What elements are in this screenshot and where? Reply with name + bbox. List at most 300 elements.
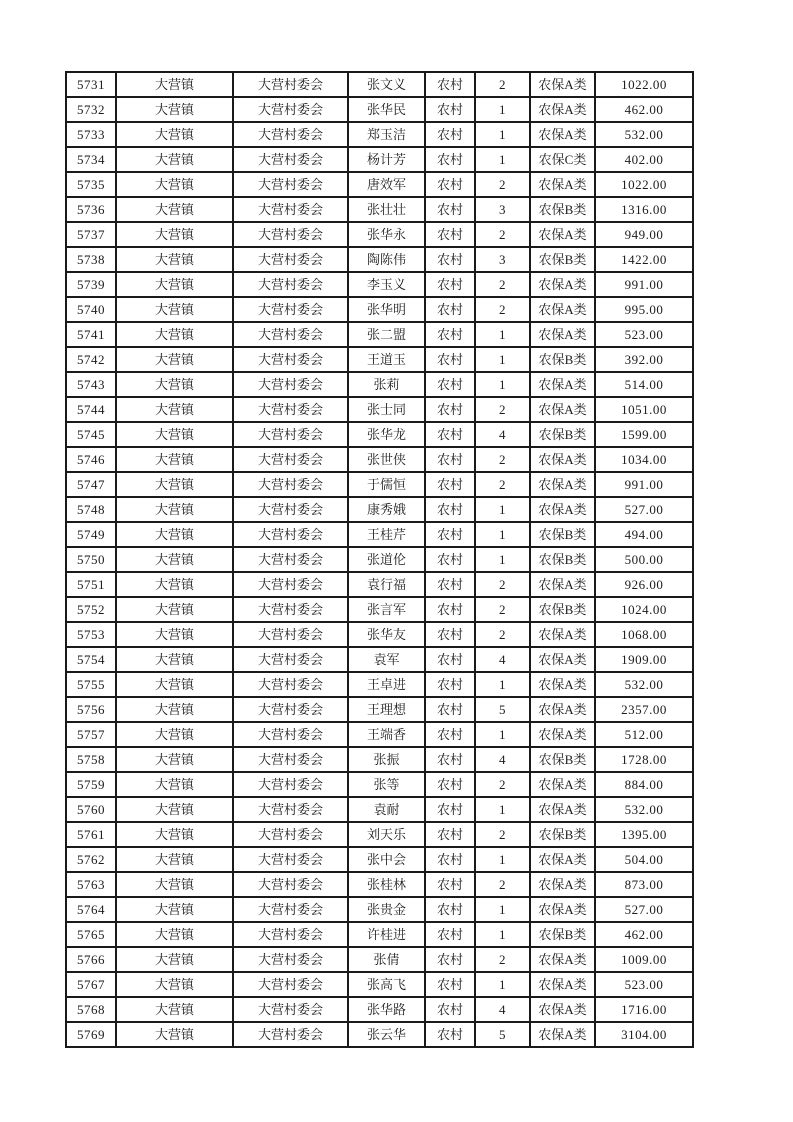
cell-insurance-type: 农保A类	[530, 947, 595, 972]
cell-amount: 995.00	[595, 297, 693, 322]
cell-person-count: 1	[475, 147, 530, 172]
cell-town: 大营镇	[116, 522, 233, 547]
table-row	[66, 397, 693, 422]
cell-amount: 1022.00	[595, 72, 693, 97]
cell-person-count: 2	[475, 622, 530, 647]
cell-person-count: 1	[475, 347, 530, 372]
cell-amount: 532.00	[595, 122, 693, 147]
table-row	[66, 947, 693, 972]
cell-category: 农村	[425, 172, 475, 197]
cell-person-count: 1	[475, 672, 530, 697]
cell-town: 大营镇	[116, 772, 233, 797]
cell-village-committee: 大营村委会	[233, 122, 348, 147]
cell-sequence-number: 5735	[66, 172, 116, 197]
cell-person-count: 2	[475, 472, 530, 497]
cell-town: 大营镇	[116, 147, 233, 172]
table-row	[66, 272, 693, 297]
cell-insurance-type: 农保A类	[530, 97, 595, 122]
cell-village-committee: 大营村委会	[233, 497, 348, 522]
table-row	[66, 547, 693, 572]
cell-amount: 527.00	[595, 497, 693, 522]
cell-person-count: 1	[475, 522, 530, 547]
cell-person-count: 2	[475, 947, 530, 972]
cell-category: 农村	[425, 247, 475, 272]
cell-category: 农村	[425, 447, 475, 472]
cell-person-name: 王桂芹	[348, 522, 425, 547]
table-row	[66, 97, 693, 122]
cell-amount: 1009.00	[595, 947, 693, 972]
cell-sequence-number: 5763	[66, 872, 116, 897]
cell-person-count: 2	[475, 72, 530, 97]
cell-insurance-type: 农保A类	[530, 697, 595, 722]
cell-insurance-type: 农保A类	[530, 897, 595, 922]
cell-insurance-type: 农保A类	[530, 1022, 595, 1047]
cell-category: 农村	[425, 222, 475, 247]
table-row	[66, 722, 693, 747]
cell-person-name: 张振	[348, 747, 425, 772]
cell-amount: 512.00	[595, 722, 693, 747]
table-row	[66, 697, 693, 722]
cell-insurance-type: 农保A类	[530, 447, 595, 472]
cell-village-committee: 大营村委会	[233, 997, 348, 1022]
table-row	[66, 897, 693, 922]
cell-insurance-type: 农保A类	[530, 472, 595, 497]
cell-insurance-type: 农保A类	[530, 672, 595, 697]
table-row	[66, 447, 693, 472]
table-row	[66, 172, 693, 197]
cell-sequence-number: 5751	[66, 572, 116, 597]
cell-village-committee: 大营村委会	[233, 822, 348, 847]
cell-category: 农村	[425, 547, 475, 572]
cell-village-committee: 大营村委会	[233, 247, 348, 272]
cell-town: 大营镇	[116, 122, 233, 147]
cell-insurance-type: 农保B类	[530, 547, 595, 572]
cell-sequence-number: 5765	[66, 922, 116, 947]
cell-category: 农村	[425, 647, 475, 672]
cell-amount: 402.00	[595, 147, 693, 172]
cell-category: 农村	[425, 297, 475, 322]
cell-category: 农村	[425, 572, 475, 597]
cell-town: 大营镇	[116, 872, 233, 897]
cell-person-name: 张道伦	[348, 547, 425, 572]
cell-person-name: 郑玉洁	[348, 122, 425, 147]
payment-records-table	[65, 71, 694, 1048]
cell-village-committee: 大营村委会	[233, 797, 348, 822]
cell-town: 大营镇	[116, 572, 233, 597]
cell-insurance-type: 农保C类	[530, 147, 595, 172]
cell-amount: 1395.00	[595, 822, 693, 847]
cell-village-committee: 大营村委会	[233, 922, 348, 947]
cell-town: 大营镇	[116, 247, 233, 272]
cell-amount: 392.00	[595, 347, 693, 372]
cell-sequence-number: 5743	[66, 372, 116, 397]
cell-amount: 2357.00	[595, 697, 693, 722]
table-row	[66, 822, 693, 847]
cell-amount: 1909.00	[595, 647, 693, 672]
cell-category: 农村	[425, 97, 475, 122]
cell-person-name: 张莉	[348, 372, 425, 397]
cell-person-count: 3	[475, 197, 530, 222]
cell-person-count: 5	[475, 1022, 530, 1047]
cell-amount: 504.00	[595, 847, 693, 872]
cell-village-committee: 大营村委会	[233, 972, 348, 997]
cell-village-committee: 大营村委会	[233, 222, 348, 247]
cell-village-committee: 大营村委会	[233, 522, 348, 547]
cell-category: 农村	[425, 747, 475, 772]
cell-category: 农村	[425, 847, 475, 872]
cell-amount: 1068.00	[595, 622, 693, 647]
cell-sequence-number: 5758	[66, 747, 116, 772]
cell-person-count: 4	[475, 747, 530, 772]
cell-insurance-type: 农保B类	[530, 422, 595, 447]
cell-sequence-number: 5744	[66, 397, 116, 422]
cell-sequence-number: 5741	[66, 322, 116, 347]
cell-town: 大营镇	[116, 222, 233, 247]
cell-person-name: 张华友	[348, 622, 425, 647]
cell-sequence-number: 5769	[66, 1022, 116, 1047]
cell-amount: 873.00	[595, 872, 693, 897]
cell-sequence-number: 5767	[66, 972, 116, 997]
table-row	[66, 972, 693, 997]
cell-person-name: 袁耐	[348, 797, 425, 822]
cell-person-count: 1	[475, 847, 530, 872]
cell-sequence-number: 5747	[66, 472, 116, 497]
cell-sequence-number: 5745	[66, 422, 116, 447]
cell-insurance-type: 农保A类	[530, 797, 595, 822]
table-row	[66, 572, 693, 597]
cell-amount: 1024.00	[595, 597, 693, 622]
table-row	[66, 122, 693, 147]
cell-insurance-type: 农保A类	[530, 972, 595, 997]
cell-amount: 532.00	[595, 797, 693, 822]
cell-village-committee: 大营村委会	[233, 147, 348, 172]
table-body	[66, 72, 693, 1047]
cell-category: 农村	[425, 397, 475, 422]
cell-town: 大营镇	[116, 1022, 233, 1047]
cell-person-name: 张言军	[348, 597, 425, 622]
cell-sequence-number: 5749	[66, 522, 116, 547]
cell-town: 大营镇	[116, 347, 233, 372]
cell-category: 农村	[425, 597, 475, 622]
cell-sequence-number: 5748	[66, 497, 116, 522]
table-row	[66, 472, 693, 497]
cell-insurance-type: 农保A类	[530, 572, 595, 597]
cell-person-count: 1	[475, 547, 530, 572]
cell-town: 大营镇	[116, 397, 233, 422]
cell-town: 大营镇	[116, 372, 233, 397]
cell-town: 大营镇	[116, 672, 233, 697]
cell-sequence-number: 5752	[66, 597, 116, 622]
cell-village-committee: 大营村委会	[233, 197, 348, 222]
cell-town: 大营镇	[116, 747, 233, 772]
cell-sequence-number: 5750	[66, 547, 116, 572]
cell-amount: 991.00	[595, 472, 693, 497]
cell-person-count: 1	[475, 972, 530, 997]
cell-category: 农村	[425, 722, 475, 747]
cell-person-count: 2	[475, 822, 530, 847]
cell-person-name: 康秀娥	[348, 497, 425, 522]
table-row	[66, 872, 693, 897]
cell-category: 农村	[425, 922, 475, 947]
cell-sequence-number: 5740	[66, 297, 116, 322]
cell-insurance-type: 农保A类	[530, 322, 595, 347]
cell-insurance-type: 农保B类	[530, 922, 595, 947]
cell-category: 农村	[425, 347, 475, 372]
cell-category: 农村	[425, 147, 475, 172]
cell-category: 农村	[425, 872, 475, 897]
cell-person-count: 1	[475, 97, 530, 122]
cell-amount: 1599.00	[595, 422, 693, 447]
cell-village-committee: 大营村委会	[233, 297, 348, 322]
table-row	[66, 497, 693, 522]
cell-sequence-number: 5746	[66, 447, 116, 472]
table-row	[66, 622, 693, 647]
cell-town: 大营镇	[116, 297, 233, 322]
cell-person-name: 张华永	[348, 222, 425, 247]
cell-insurance-type: 农保A类	[530, 997, 595, 1022]
cell-village-committee: 大营村委会	[233, 1022, 348, 1047]
cell-person-name: 张中会	[348, 847, 425, 872]
cell-village-committee: 大营村委会	[233, 597, 348, 622]
cell-village-committee: 大营村委会	[233, 447, 348, 472]
cell-person-count: 3	[475, 247, 530, 272]
cell-village-committee: 大营村委会	[233, 547, 348, 572]
cell-village-committee: 大营村委会	[233, 322, 348, 347]
cell-person-count: 1	[475, 122, 530, 147]
table-row	[66, 197, 693, 222]
cell-town: 大营镇	[116, 922, 233, 947]
cell-category: 农村	[425, 772, 475, 797]
cell-town: 大营镇	[116, 322, 233, 347]
cell-category: 农村	[425, 322, 475, 347]
cell-person-name: 王道玉	[348, 347, 425, 372]
cell-town: 大营镇	[116, 97, 233, 122]
cell-sequence-number: 5737	[66, 222, 116, 247]
cell-sequence-number: 5739	[66, 272, 116, 297]
cell-amount: 527.00	[595, 897, 693, 922]
cell-sequence-number: 5755	[66, 672, 116, 697]
table-row	[66, 422, 693, 447]
table-row	[66, 772, 693, 797]
cell-insurance-type: 农保A类	[530, 222, 595, 247]
cell-amount: 1034.00	[595, 447, 693, 472]
cell-category: 农村	[425, 697, 475, 722]
cell-insurance-type: 农保A类	[530, 297, 595, 322]
cell-person-name: 张华明	[348, 297, 425, 322]
cell-amount: 1051.00	[595, 397, 693, 422]
cell-village-committee: 大营村委会	[233, 647, 348, 672]
cell-insurance-type: 农保B类	[530, 747, 595, 772]
table-row	[66, 147, 693, 172]
cell-town: 大营镇	[116, 622, 233, 647]
cell-person-count: 2	[475, 172, 530, 197]
cell-sequence-number: 5733	[66, 122, 116, 147]
cell-person-name: 王卓进	[348, 672, 425, 697]
cell-town: 大营镇	[116, 447, 233, 472]
cell-person-name: 许桂进	[348, 922, 425, 947]
cell-person-name: 张壮壮	[348, 197, 425, 222]
cell-insurance-type: 农保A类	[530, 397, 595, 422]
table-row	[66, 922, 693, 947]
cell-person-name: 陶陈伟	[348, 247, 425, 272]
cell-category: 农村	[425, 272, 475, 297]
cell-person-name: 唐效军	[348, 172, 425, 197]
cell-amount: 1716.00	[595, 997, 693, 1022]
cell-insurance-type: 农保B类	[530, 197, 595, 222]
cell-insurance-type: 农保A类	[530, 122, 595, 147]
cell-category: 农村	[425, 372, 475, 397]
cell-village-committee: 大营村委会	[233, 722, 348, 747]
cell-person-name: 张士同	[348, 397, 425, 422]
cell-person-count: 2	[475, 222, 530, 247]
cell-sequence-number: 5731	[66, 72, 116, 97]
cell-sequence-number: 5761	[66, 822, 116, 847]
cell-category: 农村	[425, 422, 475, 447]
cell-amount: 1728.00	[595, 747, 693, 772]
cell-amount: 532.00	[595, 672, 693, 697]
cell-category: 农村	[425, 472, 475, 497]
cell-village-committee: 大营村委会	[233, 772, 348, 797]
table-row	[66, 522, 693, 547]
table-row	[66, 372, 693, 397]
cell-amount: 1022.00	[595, 172, 693, 197]
cell-category: 农村	[425, 1022, 475, 1047]
cell-sequence-number: 5756	[66, 697, 116, 722]
cell-village-committee: 大营村委会	[233, 372, 348, 397]
cell-category: 农村	[425, 822, 475, 847]
cell-insurance-type: 农保A类	[530, 872, 595, 897]
cell-person-count: 1	[475, 897, 530, 922]
cell-category: 农村	[425, 72, 475, 97]
cell-village-committee: 大营村委会	[233, 422, 348, 447]
cell-town: 大营镇	[116, 697, 233, 722]
cell-village-committee: 大营村委会	[233, 697, 348, 722]
table-row	[66, 247, 693, 272]
cell-category: 农村	[425, 622, 475, 647]
cell-category: 农村	[425, 797, 475, 822]
cell-person-name: 张文义	[348, 72, 425, 97]
table-row	[66, 322, 693, 347]
cell-village-committee: 大营村委会	[233, 947, 348, 972]
cell-insurance-type: 农保B类	[530, 247, 595, 272]
cell-village-committee: 大营村委会	[233, 847, 348, 872]
cell-amount: 494.00	[595, 522, 693, 547]
cell-town: 大营镇	[116, 797, 233, 822]
cell-person-count: 1	[475, 922, 530, 947]
cell-sequence-number: 5742	[66, 347, 116, 372]
cell-category: 农村	[425, 497, 475, 522]
cell-person-name: 张等	[348, 772, 425, 797]
cell-person-name: 张桂林	[348, 872, 425, 897]
cell-sequence-number: 5757	[66, 722, 116, 747]
cell-village-committee: 大营村委会	[233, 747, 348, 772]
cell-amount: 462.00	[595, 922, 693, 947]
cell-category: 农村	[425, 897, 475, 922]
cell-insurance-type: 农保A类	[530, 372, 595, 397]
cell-town: 大营镇	[116, 272, 233, 297]
cell-person-name: 张二盟	[348, 322, 425, 347]
cell-insurance-type: 农保A类	[530, 72, 595, 97]
table-row	[66, 297, 693, 322]
cell-insurance-type: 农保A类	[530, 847, 595, 872]
table-row	[66, 747, 693, 772]
table-row	[66, 597, 693, 622]
cell-sequence-number: 5764	[66, 897, 116, 922]
cell-insurance-type: 农保A类	[530, 622, 595, 647]
cell-sequence-number: 5753	[66, 622, 116, 647]
cell-person-name: 刘天乐	[348, 822, 425, 847]
cell-person-name: 张世侠	[348, 447, 425, 472]
cell-insurance-type: 农保A类	[530, 772, 595, 797]
cell-person-name: 张云华	[348, 1022, 425, 1047]
cell-village-committee: 大营村委会	[233, 572, 348, 597]
cell-amount: 523.00	[595, 972, 693, 997]
cell-person-name: 杨计芳	[348, 147, 425, 172]
cell-person-name: 张华龙	[348, 422, 425, 447]
cell-sequence-number: 5760	[66, 797, 116, 822]
cell-insurance-type: 农保B类	[530, 347, 595, 372]
cell-amount: 523.00	[595, 322, 693, 347]
cell-town: 大营镇	[116, 547, 233, 572]
cell-town: 大营镇	[116, 472, 233, 497]
cell-town: 大营镇	[116, 197, 233, 222]
cell-insurance-type: 农保B类	[530, 822, 595, 847]
cell-person-count: 2	[475, 872, 530, 897]
table-row	[66, 347, 693, 372]
cell-person-count: 4	[475, 997, 530, 1022]
cell-insurance-type: 农保A类	[530, 647, 595, 672]
cell-town: 大营镇	[116, 172, 233, 197]
cell-category: 农村	[425, 947, 475, 972]
cell-village-committee: 大营村委会	[233, 347, 348, 372]
table-row	[66, 72, 693, 97]
cell-person-count: 2	[475, 272, 530, 297]
cell-person-name: 王理想	[348, 697, 425, 722]
cell-person-count: 1	[475, 797, 530, 822]
cell-insurance-type: 农保A类	[530, 272, 595, 297]
cell-amount: 991.00	[595, 272, 693, 297]
cell-village-committee: 大营村委会	[233, 72, 348, 97]
cell-person-count: 2	[475, 772, 530, 797]
table-row	[66, 647, 693, 672]
cell-person-count: 2	[475, 397, 530, 422]
cell-sequence-number: 5766	[66, 947, 116, 972]
cell-village-committee: 大营村委会	[233, 172, 348, 197]
cell-amount: 926.00	[595, 572, 693, 597]
table-row	[66, 797, 693, 822]
cell-sequence-number: 5738	[66, 247, 116, 272]
table-row	[66, 672, 693, 697]
cell-town: 大营镇	[116, 647, 233, 672]
cell-village-committee: 大营村委会	[233, 872, 348, 897]
table-row	[66, 222, 693, 247]
cell-town: 大营镇	[116, 422, 233, 447]
table-row	[66, 847, 693, 872]
cell-town: 大营镇	[116, 822, 233, 847]
cell-category: 农村	[425, 972, 475, 997]
cell-village-committee: 大营村委会	[233, 397, 348, 422]
cell-person-name: 张倩	[348, 947, 425, 972]
table-row	[66, 997, 693, 1022]
cell-sequence-number: 5759	[66, 772, 116, 797]
cell-person-count: 2	[475, 297, 530, 322]
cell-person-name: 张华路	[348, 997, 425, 1022]
cell-category: 农村	[425, 672, 475, 697]
cell-village-committee: 大营村委会	[233, 472, 348, 497]
cell-person-count: 1	[475, 372, 530, 397]
cell-person-name: 王端香	[348, 722, 425, 747]
cell-category: 农村	[425, 522, 475, 547]
